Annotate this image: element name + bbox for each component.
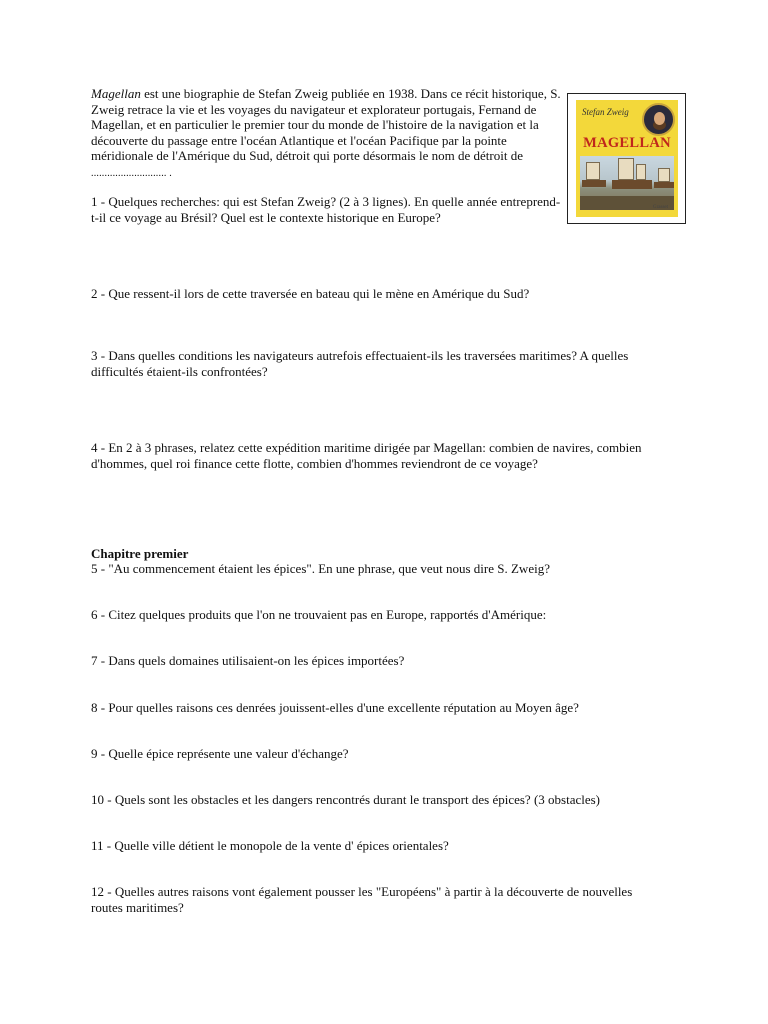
ship-sail xyxy=(586,162,600,180)
question-11: 11 - Quelle ville détient le monopole de la vente d' épices orientales? xyxy=(91,838,449,853)
book-cover-frame xyxy=(567,93,686,224)
question-5: 5 - "Au commencement étaient les épices". En une phrase, que veut nous dire S. Zweig? xyxy=(91,561,550,576)
question-6: 6 - Citez quelques produits que l'on ne trouvaient pas en Europe, rapportés d'Amérique: xyxy=(91,607,547,622)
ship-sail xyxy=(636,164,646,180)
ship-hull xyxy=(612,180,652,189)
book-cover-author: Stefan Zweig xyxy=(582,107,629,117)
book-cover-title: MAGELLAN xyxy=(583,135,671,151)
question-2: 2 - Que ressent-il lors de cette traversée en bateau qui le mène en Amérique du Sud? xyxy=(91,286,530,301)
intro-paragraph xyxy=(91,86,561,181)
question-3: 3 - Dans quelles conditions les navigateurs autrefois effectuaient-ils les traversées maritimes? A quelles difficultés étaient-ils confrontées? xyxy=(91,348,629,379)
question-12: 12 - Quelles autres raisons vont également pousser les "Européens" à partir à la découverte de nouvelles routes maritimes? xyxy=(91,884,633,915)
portrait-face xyxy=(654,112,665,125)
chapter-heading: Chapitre premier xyxy=(91,546,189,561)
book-title-italic: Magellan xyxy=(91,86,141,101)
ship-sail xyxy=(618,158,634,180)
question-9: 9 - Quelle épice représente une valeur d'échange? xyxy=(91,746,349,761)
book-cover-image xyxy=(576,100,678,217)
ship-hull xyxy=(654,182,674,188)
portrait-medallion xyxy=(642,103,675,136)
question-10: 10 - Quels sont les obstacles et les dangers rencontrés durant le transport des épices? (3 obstacles) xyxy=(91,792,601,807)
question-4: 4 - En 2 à 3 phrases, relatez cette expédition maritime dirigée par Magellan: combien de navires, combien d'hommes, quel roi finance cette flotte, combien d'hommes reviendront de ce voyage? xyxy=(91,440,642,471)
blank-answer-line: ............................ . xyxy=(91,167,172,179)
ship-sail xyxy=(658,168,670,182)
ship-hull xyxy=(582,180,606,187)
intro-text: est une biographie de Stefan Zweig publiée en 1938. Dans ce récit historique, S. Zweig retrace la vie et les voyages du navigateur et explorateur portugais, Fernand de Magellan, et en particulier le premier tour du monde de l'histoire de la navigation et la découverte du passage entre l'océan Atlantique et l'océan Pacifique par la pointe méridionale de l'Amérique du Sud, détroit qui porte désormais le nom de détroit de xyxy=(91,86,561,163)
book-cover-publisher: Grasset xyxy=(653,204,668,210)
question-1: 1 - Quelques recherches: qui est Stefan Zweig? (2 à 3 lignes). En quelle année entreprend-t-il ce voyage au Brésil? Quel est le contexte historique en Europe? xyxy=(91,194,561,225)
question-8: 8 - Pour quelles raisons ces denrées jouissent-elles d'une excellente réputation au Moyen âge? xyxy=(91,700,579,715)
question-7: 7 - Dans quels domaines utilisaient-on les épices importées? xyxy=(91,653,405,668)
